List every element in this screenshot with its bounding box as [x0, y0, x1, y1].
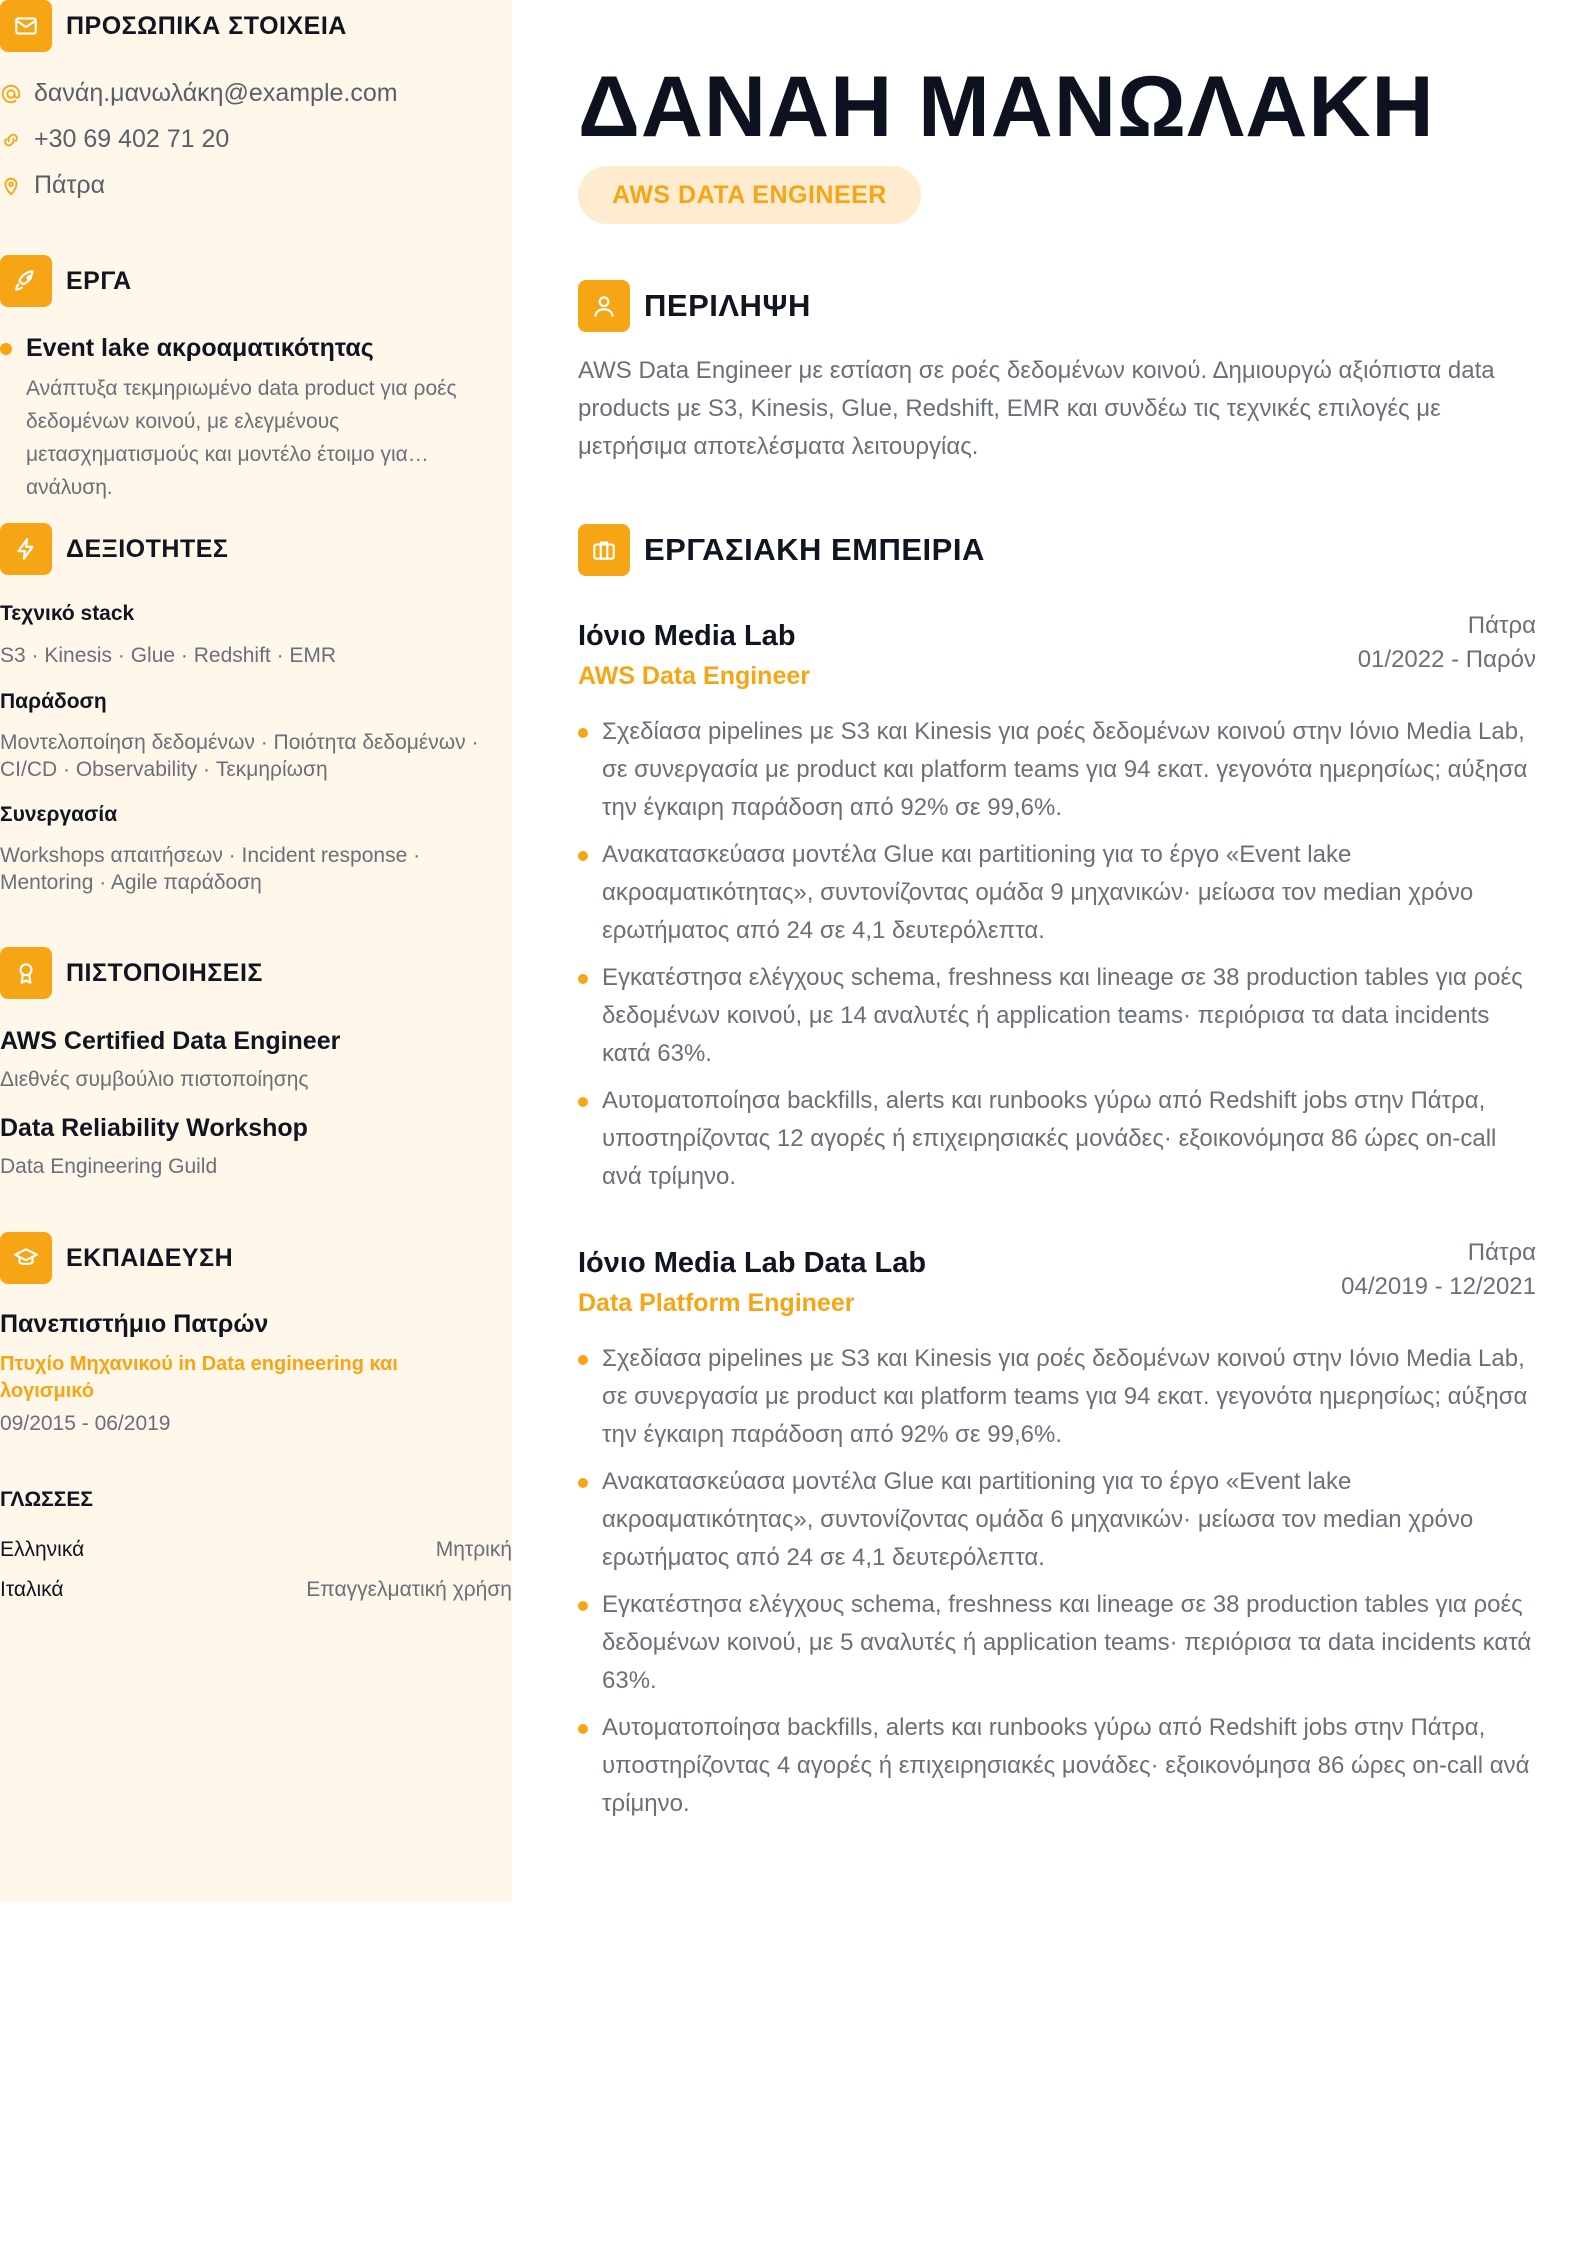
- skill-category: Παράδοση: [0, 690, 107, 713]
- education-degree: Πτυχίο Μηχανικού in Data engineering και λογισμικό: [0, 1353, 398, 1402]
- language-row: [0, 1578, 512, 1602]
- project-name: [0, 334, 374, 363]
- job-location: Πάτρα: [1467, 612, 1536, 639]
- certification-name: Data Reliability Workshop: [0, 1114, 308, 1142]
- experience-title: ΕΡΓΑΣΙΑΚΗ ΕΜΠΕΙΡΙΑ: [644, 532, 985, 567]
- briefcase-icon: [578, 524, 630, 576]
- language-level: Μητρική: [435, 1538, 512, 1561]
- skills-section-header: [0, 523, 228, 575]
- job-meta: [1358, 609, 1536, 677]
- contact-email[interactable]: δανάη.μανωλάκη@example.com: [34, 79, 398, 107]
- mail-icon: [0, 0, 52, 52]
- bullet-dot: [0, 343, 12, 355]
- job-meta: [1341, 1236, 1536, 1304]
- languages-title: ΓΛΩΣΣΕΣ: [0, 1488, 93, 1511]
- user-icon: [578, 280, 630, 332]
- job-dates: 01/2022 - Παρόν: [1357, 646, 1536, 673]
- contact-email-row: [0, 79, 398, 108]
- education-school: Πανεπιστήμιο Πατρών: [0, 1310, 269, 1338]
- summary-title: ΠΕΡΙΛΗΨΗ: [644, 288, 811, 323]
- language-row: [0, 1538, 512, 1562]
- location-pin-icon: [0, 175, 22, 197]
- candidate-name: ΔΑΝΑΗ ΜΑΝΩΛΑΚΗ: [578, 59, 1435, 155]
- projects-title: ΕΡΓΑ: [66, 266, 132, 295]
- award-icon: [0, 947, 52, 999]
- projects-section-header: [0, 255, 132, 307]
- job-bullet: Ανακατασκεύασα μοντέλα Glue και partitioning για το έργο «Event lake ακροαματικότητας», συντονίζοντας ομάδα 6 μηχανικών· μείωσα τον median χρόνο ερωτήματος από 24 σε 4,1 δευτερόλεπτα.: [578, 1463, 1536, 1577]
- education-title: ΕΚΠΑΙΔΕΥΣΗ: [66, 1243, 234, 1272]
- job-bullet: Σχεδίασα pipelines με S3 και Kinesis για ροές δεδομένων κοινού στην Ιόνιο Media Lab, σε συνεργασία με product και platform teams για 94 εκατ. γεγονότα ημερησίως; αύξησα την έγκαιρη παράδοση από 92% σε 99,6%.: [578, 713, 1536, 827]
- role-badge: AWS DATA ENGINEER: [578, 166, 921, 224]
- job-bullet: Αυτοματοποίησα backfills, alerts και runbooks γύρω από Redshift jobs στην Πάτρα, υποστηρίζοντας 12 αγορές ή επιχειρησιακές μονάδες· εξοικονόμησα 86 ώρες on-call ανά τρίμηνο.: [578, 1082, 1536, 1196]
- skill-items: Μοντελοποίηση δεδομένων · Ποιότητα δεδομένων · CI/CD · Observability · Τεκμηρίωση: [0, 731, 479, 781]
- contact-location: Πάτρα: [34, 171, 106, 199]
- contact-title: ΠΡΟΣΩΠΙΚΑ ΣΤΟΙΧΕΙΑ: [66, 11, 347, 40]
- job-bullet: Ανακατασκεύασα μοντέλα Glue και partitioning για το έργο «Event lake ακροαματικότητας», συντονίζοντας ομάδα 9 μηχανικών· μείωσα τον median χρόνο ερωτήματος από 24 σε 4,1 δευτερόλεπτα.: [578, 836, 1536, 950]
- job-bullets: [578, 713, 1536, 1205]
- sidebar: [0, 0, 512, 1902]
- contact-phone-row: [0, 125, 229, 154]
- skill-items: S3 · Kinesis · Glue · Redshift · EMR: [0, 644, 337, 667]
- language-level: Επαγγελματική χρήση: [306, 1578, 512, 1601]
- certifications-section-header: [0, 947, 263, 999]
- experience-section-header: [578, 524, 985, 576]
- job-location: Πάτρα: [1467, 1239, 1536, 1266]
- summary-text: AWS Data Engineer με εστίαση σε ροές δεδομένων κοινού. Δημιουργώ αξιόπιστα data products με S3, Kinesis, Glue, Redshift, EMR και συνδέω τις τεχνικές επιλογές με μετρήσιμα αποτελέσματα λειτουργίας.: [578, 357, 1495, 460]
- graduation-cap-icon: [0, 1232, 52, 1284]
- skill-items: Workshops απαιτήσεων · Incident response · Mentoring · Agile παράδοση: [0, 844, 421, 894]
- link-icon: [0, 129, 22, 151]
- job-dates: 04/2019 - 12/2021: [1341, 1273, 1536, 1300]
- language-name: Ελληνικά: [0, 1538, 85, 1561]
- job-company: Ιόνιο Media Lab Data Lab: [578, 1247, 927, 1279]
- skill-category: Τεχνικό stack: [0, 602, 135, 625]
- contact-phone[interactable]: +30 69 402 71 20: [34, 125, 230, 153]
- certifications-title: ΠΙΣΤΟΠΟΙΗΣΕΙΣ: [66, 958, 263, 987]
- job-role: AWS Data Engineer: [578, 662, 810, 690]
- job-bullet: Εγκατέστησα ελέγχους schema, freshness και lineage σε 38 production tables για ροές δεδομένων κοινού, με 5 αναλυτές ή application teams· περιόρισα τα data incidents κατά 63%.: [578, 1586, 1536, 1700]
- job-bullet: Εγκατέστησα ελέγχους schema, freshness και lineage σε 38 production tables για ροές δεδομένων κοινού, με 14 αναλυτές ή application teams· περιόρισα τα data incidents κατά 63%.: [578, 959, 1536, 1073]
- contact-location-row: [0, 171, 105, 200]
- skill-category: Συνεργασία: [0, 803, 118, 826]
- job-role: Data Platform Engineer: [578, 1289, 855, 1317]
- education-section-header: [0, 1232, 233, 1284]
- education-dates: 09/2015 - 06/2019: [0, 1412, 171, 1435]
- job-bullet: Σχεδίασα pipelines με S3 και Kinesis για ροές δεδομένων κοινού στην Ιόνιο Media Lab, σε συνεργασία με product και platform teams για 94 εκατ. γεγονότα ημερησίως; αύξησα την έγκαιρη παράδοση από 92% σε 99,6%.: [578, 1340, 1536, 1454]
- certification-issuer: Διεθνές συμβούλιο πιστοποίησης: [0, 1068, 309, 1091]
- project-name-text: Event lake ακροαματικότητας: [26, 334, 374, 362]
- job-bullets: [578, 1340, 1536, 1832]
- project-description: Ανάπτυξα τεκμηριωμένο data product για ροές δεδομένων κοινού, με ελεγμένους μετασχηματισμούς και μοντέλο έτοιμο για ανάλυση.: [26, 377, 457, 499]
- certification-issuer: Data Engineering Guild: [0, 1155, 218, 1178]
- certification-name: AWS Certified Data Engineer: [0, 1027, 341, 1055]
- summary-section-header: [578, 280, 811, 332]
- job-company: Ιόνιο Media Lab: [578, 620, 796, 652]
- skills-title: ΔΕΞΙΟΤΗΤΕΣ: [66, 534, 229, 563]
- rocket-icon: [0, 255, 52, 307]
- job-bullet: Αυτοματοποίησα backfills, alerts και runbooks γύρω από Redshift jobs στην Πάτρα, υποστηρίζοντας 4 αγορές ή επιχειρησιακές μονάδες· εξοικονόμησα 86 ώρες on-call ανά τρίμηνο.: [578, 1709, 1536, 1823]
- at-icon: [0, 83, 22, 105]
- contact-section-header: [0, 0, 347, 52]
- lightning-icon: [0, 523, 52, 575]
- language-name: Ιταλικά: [0, 1578, 64, 1601]
